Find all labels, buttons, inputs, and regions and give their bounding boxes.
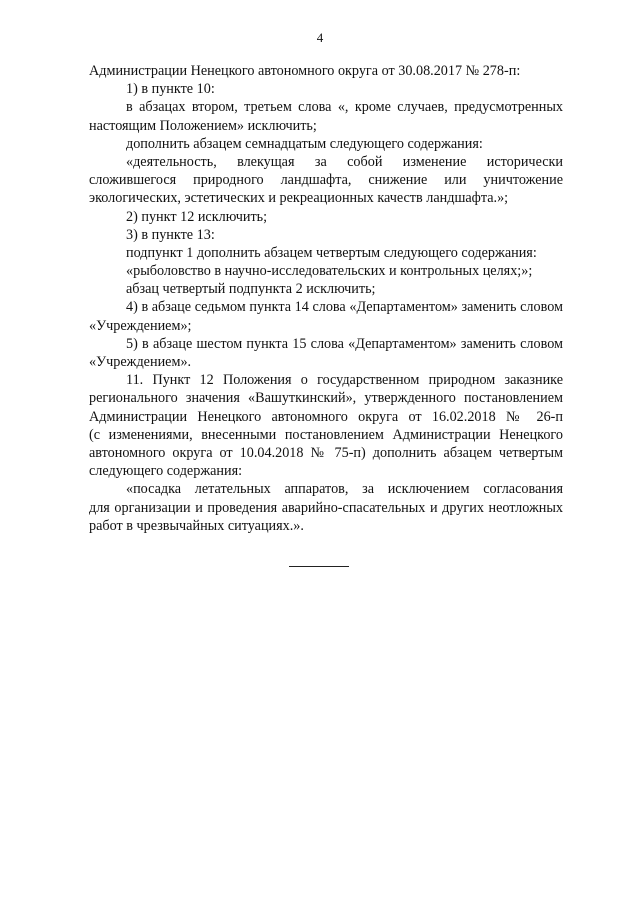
text-line: следующего содержания: [89, 463, 243, 480]
text-line: подпункт 1 дополнить абзацем четвертым следующего содержания: [126, 244, 537, 261]
text-line: в абзацах втором, третьем слова «, кроме случаев, предусмотренных [126, 99, 563, 116]
text-line: абзац четвертый подпункта 2 исключить; [126, 281, 376, 298]
text-line: «Учреждением»; [89, 317, 192, 334]
text-line: дополнить абзацем семнадцатым следующего содержания: [126, 135, 483, 152]
text-line: настоящим Положением» исключить; [89, 117, 317, 134]
text-line: «деятельность, влекущая за собой изменение исторически [126, 153, 563, 170]
end-separator-line [289, 566, 349, 567]
text-line: сложившегося природного ландшафта, снижение или уничтожение [89, 172, 563, 189]
text-line: для организации и проведения аварийно-спасательных и других неотложных [89, 499, 563, 516]
text-line: экологических, эстетических и рекреационных качеств ландшафта.»; [89, 190, 509, 207]
text-line: (с изменениями, внесенными постановлением Администрации Ненецкого [89, 426, 563, 443]
page-number: 4 [316, 30, 324, 45]
text-line: 11. Пункт 12 Положения о государственном природном заказнике [126, 372, 563, 389]
text-line: 2) пункт 12 исключить; [126, 208, 268, 225]
text-line: «Учреждением». [89, 354, 192, 370]
text-line: 5) в абзаце шестом пункта 15 слова «Департаментом» заменить словом [126, 335, 563, 352]
text-line: 4) в абзаце седьмом пункта 14 слова «Департаментом» заменить словом [126, 299, 563, 316]
text-line: 1) в пункте 10: [126, 81, 215, 98]
text-line: «рыболовство в научно-исследовательских и контрольных целях;»; [126, 263, 533, 280]
text-line: автономного округа от 10.04.2018 № 75-п) дополнить абзацем четвертым [89, 444, 563, 461]
text-line: регионального значения «Вашуткинский», утвержденного постановлением [89, 390, 563, 407]
text-line: Администрации Ненецкого автономного округа от 30.08.2017 № 278-п: [89, 63, 521, 79]
text-line: 3) в пункте 13: [126, 226, 215, 243]
text-line: работ в чрезвычайных ситуациях.». [89, 517, 304, 534]
text-line: Администрации Ненецкого автономного округа от 16.02.2018 № 26-п [89, 408, 563, 425]
document-body [89, 62, 563, 535]
text-line: «посадка летательных аппаратов, за исключением согласования [126, 481, 563, 498]
